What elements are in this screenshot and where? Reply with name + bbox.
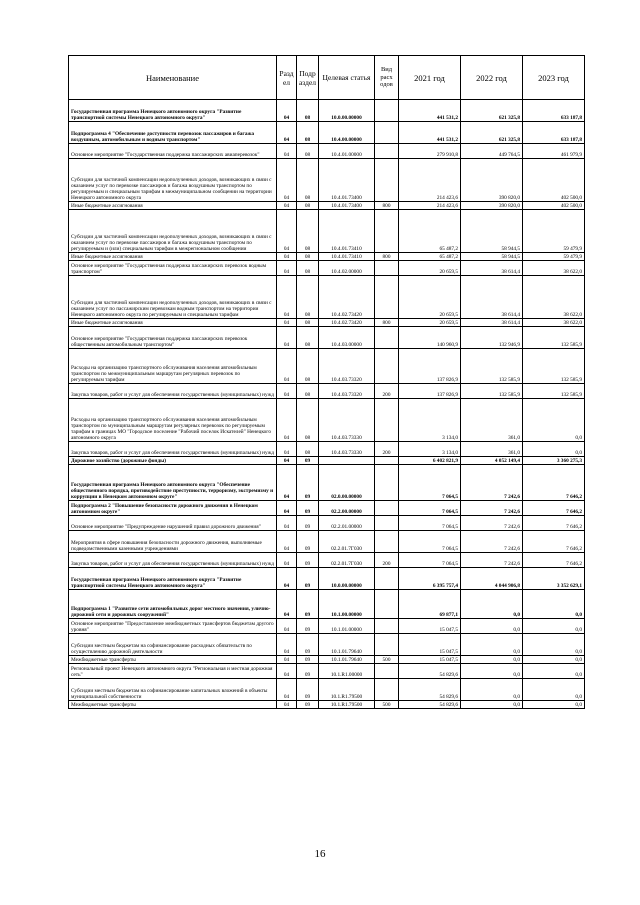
row-subsection-cell: 09 (297, 531, 319, 553)
row-section-cell: 04 (277, 634, 297, 656)
row-value-2022-cell: 0,0 (461, 664, 523, 679)
row-value-2021-cell: 279 910,8 (399, 144, 461, 159)
row-value-2021-cell: 54 829,6 (399, 664, 461, 679)
row-value-2023-cell: 59 479,9 (523, 210, 585, 253)
row-target-article-cell: 10.1.01.00000 (319, 619, 375, 634)
budget-table (68, 55, 585, 709)
row-value-2021-cell: 69 877,1 (399, 590, 461, 619)
row-value-2021-cell: 140 960,9 (399, 327, 461, 349)
row-value-2022-cell: 0,0 (461, 619, 523, 634)
row-expense-type-cell (375, 327, 399, 349)
row-expense-type-cell (375, 679, 399, 701)
row-value-2023-cell: 132 585,9 (523, 349, 585, 384)
table-row (69, 319, 585, 327)
row-value-2022-cell: 0,0 (461, 634, 523, 656)
row-value-2023-cell: 132 585,9 (523, 384, 585, 399)
row-section-cell: 04 (277, 531, 297, 553)
row-subsection-cell: 09 (297, 553, 319, 568)
row-expense-type-cell (375, 664, 399, 679)
row-subsection-cell: 08 (297, 210, 319, 253)
row-subsection-cell: 08 (297, 442, 319, 457)
row-value-2022-cell: 621 325,8 (461, 100, 523, 122)
header-expense-type: Вид расх одов (375, 56, 399, 100)
row-expense-type-cell (375, 159, 399, 202)
row-subsection-cell: 08 (297, 122, 319, 144)
row-target-article-cell: 02.2.01.7Г030 (319, 553, 375, 568)
row-name-cell: Закупка товаров, работ и услуг для обеспечения государственных (муниципальных) нужд (69, 553, 277, 568)
row-name-cell: Основное мероприятие "Государственная поддержка пассажирских перевозок общественным автомобильным транспортом" (69, 327, 277, 349)
table-header-row (69, 56, 585, 100)
row-value-2021-cell: 65 487,2 (399, 210, 461, 253)
row-expense-type-cell (375, 276, 399, 319)
row-section-cell: 04 (277, 590, 297, 619)
table-row (69, 701, 585, 709)
row-target-article-cell: 10.1.00.00000 (319, 590, 375, 619)
row-subsection-cell: 09 (297, 634, 319, 656)
row-value-2023-cell: 633 187,8 (523, 100, 585, 122)
row-expense-type-cell (375, 501, 399, 516)
row-value-2023-cell: 0,0 (523, 664, 585, 679)
row-section-cell: 04 (277, 656, 297, 664)
table-body (69, 100, 585, 709)
row-value-2021-cell: 7 064,5 (399, 501, 461, 516)
row-section-cell: 04 (277, 516, 297, 531)
row-expense-type-cell: 200 (375, 442, 399, 457)
row-subsection-cell: 08 (297, 159, 319, 202)
row-value-2023-cell: 7 646,2 (523, 531, 585, 553)
row-section-cell: 04 (277, 122, 297, 144)
header-section: Разд ел (277, 56, 297, 100)
row-name-cell: Закупка товаров, работ и услуг для обеспечения государственных (муниципальных) нужд (69, 442, 277, 457)
row-subsection-cell: 09 (297, 516, 319, 531)
row-value-2022-cell: 7 242,6 (461, 553, 523, 568)
row-value-2021-cell: 7 064,5 (399, 531, 461, 553)
row-value-2022-cell: 0,0 (461, 656, 523, 664)
row-name-cell: Расходы на организацию транспортного обслуживания населения автомобильным транспортом по муниципальным маршрутам регулярных перевозок по регулируемым тарифам в границах МО "Городское поселение "Рабочий поселок Искателей" Ненецкого автономного округа (69, 399, 277, 442)
table-row (69, 253, 585, 261)
table-row (69, 384, 585, 399)
row-value-2023-cell: 633 187,8 (523, 122, 585, 144)
row-value-2022-cell: 390 820,0 (461, 159, 523, 202)
row-value-2022-cell: 7 242,6 (461, 531, 523, 553)
row-expense-type-cell (375, 399, 399, 442)
table-row (69, 590, 585, 619)
row-subsection-cell: 09 (297, 568, 319, 590)
row-subsection-cell: 08 (297, 399, 319, 442)
row-expense-type-cell (375, 100, 399, 122)
row-name-cell: Расходы на организацию транспортного обслуживания населения автомобильным транспортом по межмуниципальным маршрутам регулярных перевозок по регулируемым тарифам (69, 349, 277, 384)
row-section-cell: 04 (277, 457, 297, 465)
row-name-cell: Основное мероприятие "Предоставление межбюджетных трансфертов бюджетам другого уровня" (69, 619, 277, 634)
row-value-2023-cell: 3 360 275,3 (523, 457, 585, 465)
row-target-article-cell: 10.4.03.73320 (319, 384, 375, 399)
row-expense-type-cell: 800 (375, 202, 399, 210)
row-value-2021-cell: 441 531,2 (399, 100, 461, 122)
row-value-2021-cell: 441 531,2 (399, 122, 461, 144)
row-target-article-cell: 10.1.R1.00000 (319, 664, 375, 679)
row-subsection-cell: 09 (297, 664, 319, 679)
row-target-article-cell: 10.4.01.00000 (319, 144, 375, 159)
table-row (69, 349, 585, 384)
row-subsection-cell: 09 (297, 465, 319, 501)
row-subsection-cell: 08 (297, 327, 319, 349)
row-value-2022-cell: 449 764,5 (461, 144, 523, 159)
table-row (69, 100, 585, 122)
row-section-cell: 04 (277, 276, 297, 319)
row-value-2021-cell: 6 402 821,9 (399, 457, 461, 465)
row-subsection-cell: 08 (297, 253, 319, 261)
row-value-2021-cell: 7 064,5 (399, 553, 461, 568)
row-value-2022-cell: 132 585,9 (461, 349, 523, 384)
row-expense-type-cell: 500 (375, 701, 399, 709)
row-subsection-cell: 09 (297, 501, 319, 516)
row-name-cell: Иные бюджетные ассигнования (69, 202, 277, 210)
row-section-cell: 04 (277, 553, 297, 568)
row-value-2023-cell: 0,0 (523, 679, 585, 701)
header-year-2023: 2023 год (523, 56, 585, 100)
row-value-2021-cell: 3 134,0 (399, 399, 461, 442)
row-section-cell: 04 (277, 701, 297, 709)
row-value-2023-cell: 7 646,2 (523, 516, 585, 531)
row-section-cell: 04 (277, 327, 297, 349)
table-row (69, 210, 585, 253)
row-expense-type-cell (375, 465, 399, 501)
row-subsection-cell: 08 (297, 202, 319, 210)
row-target-article-cell: 10.1.R1.79500 (319, 679, 375, 701)
row-subsection-cell: 08 (297, 261, 319, 276)
row-section-cell: 04 (277, 619, 297, 634)
row-name-cell: Субсидии для частичной компенсации недополученных доходов, возникающих в связи с оказанием услуг по перевозке пассажиров и багажа воздушным транспортом по регулируемым и специальным тарифам в межмуниципальном сообщении на территории Ненецкого автономного округа (69, 159, 277, 202)
row-subsection-cell: 09 (297, 656, 319, 664)
row-expense-type-cell: 200 (375, 553, 399, 568)
row-expense-type-cell: 800 (375, 319, 399, 327)
row-target-article-cell: 02.0.00.00000 (319, 465, 375, 501)
row-subsection-cell: 09 (297, 590, 319, 619)
row-section-cell: 04 (277, 679, 297, 701)
row-target-article-cell: 10.4.01.73400 (319, 202, 375, 210)
row-value-2021-cell: 54 829,6 (399, 679, 461, 701)
row-value-2022-cell: 58 944,5 (461, 210, 523, 253)
row-name-cell: Межбюджетные трансферты (69, 656, 277, 664)
row-value-2023-cell: 59 479,9 (523, 253, 585, 261)
header-year-2021: 2021 год (399, 56, 461, 100)
row-name-cell: Государственная программа Ненецкого автономного округа "Развитие транспортной системы Ненецкого автономного округа" (69, 100, 277, 122)
row-subsection-cell: 09 (297, 457, 319, 465)
row-subsection-cell: 08 (297, 384, 319, 399)
row-expense-type-cell (375, 210, 399, 253)
row-value-2022-cell: 390 820,0 (461, 202, 523, 210)
row-name-cell: Мероприятия в сфере повышения безопасности дорожного движения, выполняемые подведомственными казенными учреждениями (69, 531, 277, 553)
row-section-cell: 04 (277, 261, 297, 276)
table-row (69, 327, 585, 349)
row-name-cell: Основное мероприятие "Государственная поддержка пассажирских авиаперевозок" (69, 144, 277, 159)
row-value-2022-cell: 4 044 906,8 (461, 568, 523, 590)
table-row (69, 399, 585, 442)
row-expense-type-cell (375, 349, 399, 384)
row-value-2022-cell: 0,0 (461, 701, 523, 709)
row-target-article-cell: 10.4.03.73330 (319, 399, 375, 442)
table-row (69, 679, 585, 701)
page-number: 16 (314, 848, 326, 860)
row-value-2021-cell: 15 047,5 (399, 634, 461, 656)
row-expense-type-cell (375, 531, 399, 553)
row-name-cell: Закупка товаров, работ и услуг для обеспечения государственных (муниципальных) нужд (69, 384, 277, 399)
row-name-cell: Иные бюджетные ассигнования (69, 319, 277, 327)
row-subsection-cell: 09 (297, 619, 319, 634)
row-name-cell: Подпрограмма 4 "Обеспечение доступности перевозок пассажиров и багажа воздушным, автомобильным и водным транспортом" (69, 122, 277, 144)
row-value-2021-cell: 20 659,5 (399, 319, 461, 327)
row-name-cell: Межбюджетные трансферты (69, 701, 277, 709)
header-target-article: Целевая статья (319, 56, 375, 100)
table-row (69, 619, 585, 634)
table-row (69, 656, 585, 664)
row-value-2023-cell: 0,0 (523, 634, 585, 656)
row-target-article-cell: 02.2.01.7Г030 (319, 531, 375, 553)
table-row (69, 144, 585, 159)
table-row (69, 568, 585, 590)
table-row (69, 531, 585, 553)
row-value-2022-cell: 361,0 (461, 442, 523, 457)
row-value-2021-cell: 137 826,9 (399, 349, 461, 384)
row-value-2023-cell: 7 646,2 (523, 553, 585, 568)
row-section-cell: 04 (277, 399, 297, 442)
row-target-article-cell: 10.1.R1.79500 (319, 701, 375, 709)
row-expense-type-cell (375, 568, 399, 590)
row-name-cell: Основное мероприятие "Государственная поддержка пассажирских перевозок водным транспортом" (69, 261, 277, 276)
row-subsection-cell: 09 (297, 679, 319, 701)
table-row (69, 122, 585, 144)
row-name-cell: Основное мероприятие "Предупреждение нарушений правил дорожного движения" (69, 516, 277, 531)
row-value-2021-cell: 3 134,0 (399, 442, 461, 457)
row-section-cell: 04 (277, 253, 297, 261)
table-row (69, 159, 585, 202)
row-value-2021-cell: 20 659,5 (399, 276, 461, 319)
row-value-2022-cell: 7 242,6 (461, 501, 523, 516)
row-name-cell: Субсидии местным бюджетам на софинансирование капитальных вложений в объекты муниципальной собственности (69, 679, 277, 701)
row-value-2023-cell: 38 622,0 (523, 319, 585, 327)
row-value-2021-cell: 214 423,6 (399, 202, 461, 210)
header-year-2022: 2022 год (461, 56, 523, 100)
row-section-cell: 04 (277, 384, 297, 399)
row-target-article-cell: 02.2.01.00000 (319, 516, 375, 531)
row-target-article-cell: 10.0.00.00000 (319, 568, 375, 590)
row-section-cell: 04 (277, 442, 297, 457)
row-value-2023-cell: 7 646,2 (523, 465, 585, 501)
row-name-cell: Государственная программа Ненецкого автономного округа "Развитие транспортной системы Ненецкого автономного округа" (69, 568, 277, 590)
row-target-article-cell: 10.4.00.00000 (319, 122, 375, 144)
row-value-2021-cell: 15 047,5 (399, 656, 461, 664)
row-subsection-cell: 08 (297, 100, 319, 122)
row-target-article-cell: 10.4.01.73410 (319, 210, 375, 253)
row-value-2022-cell: 132 946,9 (461, 327, 523, 349)
row-value-2023-cell: 132 585,9 (523, 327, 585, 349)
row-name-cell: Дорожное хозяйство (дорожные фонды) (69, 457, 277, 465)
row-value-2023-cell: 7 646,2 (523, 501, 585, 516)
row-value-2022-cell: 38 614,4 (461, 261, 523, 276)
row-section-cell: 04 (277, 465, 297, 501)
row-value-2022-cell: 0,0 (461, 590, 523, 619)
row-value-2022-cell: 38 614,4 (461, 319, 523, 327)
row-section-cell: 04 (277, 100, 297, 122)
row-section-cell: 04 (277, 319, 297, 327)
row-expense-type-cell: 800 (375, 253, 399, 261)
table-row (69, 634, 585, 656)
table-row (69, 202, 585, 210)
row-section-cell: 04 (277, 664, 297, 679)
row-value-2021-cell: 20 659,5 (399, 261, 461, 276)
header-subsection: Подр аздел (297, 56, 319, 100)
row-value-2021-cell: 15 047,5 (399, 619, 461, 634)
row-subsection-cell: 08 (297, 349, 319, 384)
row-target-article-cell: 10.4.02.73420 (319, 319, 375, 327)
row-value-2022-cell: 58 944,5 (461, 253, 523, 261)
row-value-2021-cell: 137 826,9 (399, 384, 461, 399)
row-expense-type-cell (375, 122, 399, 144)
row-expense-type-cell (375, 457, 399, 465)
row-expense-type-cell (375, 590, 399, 619)
table-row (69, 553, 585, 568)
row-value-2022-cell: 0,0 (461, 679, 523, 701)
row-name-cell: Государственная программа Ненецкого автономного округа "Обеспечение общественного порядка, противодействие преступности, терроризму, экстремизму и коррупции в Ненецком автономном округе" (69, 465, 277, 501)
row-name-cell: Иные бюджетные ассигнования (69, 253, 277, 261)
row-name-cell: Субсидии местным бюджетам на софинансирование расходных обязательств по осуществлению дорожной деятельности (69, 634, 277, 656)
row-subsection-cell: 09 (297, 701, 319, 709)
row-expense-type-cell: 500 (375, 656, 399, 664)
row-name-cell: Региональный проект Ненецкого автономного округа "Региональная и местная дорожная сеть" (69, 664, 277, 679)
row-value-2023-cell: 38 622,0 (523, 261, 585, 276)
row-value-2022-cell: 621 325,8 (461, 122, 523, 144)
row-value-2023-cell: 0,0 (523, 701, 585, 709)
row-section-cell: 04 (277, 501, 297, 516)
row-expense-type-cell (375, 634, 399, 656)
table-row (69, 465, 585, 501)
row-value-2022-cell: 7 242,6 (461, 465, 523, 501)
row-value-2021-cell: 7 064,5 (399, 465, 461, 501)
row-section-cell: 04 (277, 568, 297, 590)
row-value-2023-cell: 38 622,0 (523, 276, 585, 319)
row-value-2023-cell: 0,0 (523, 442, 585, 457)
table-row (69, 442, 585, 457)
row-value-2023-cell: 461 979,9 (523, 144, 585, 159)
row-value-2022-cell: 38 614,4 (461, 276, 523, 319)
row-value-2022-cell: 361,0 (461, 399, 523, 442)
row-value-2023-cell: 402 500,0 (523, 202, 585, 210)
row-value-2021-cell: 54 829,6 (399, 701, 461, 709)
row-target-article-cell: 10.4.01.73400 (319, 159, 375, 202)
row-target-article-cell: 02.2.00.00000 (319, 501, 375, 516)
row-subsection-cell: 08 (297, 144, 319, 159)
row-value-2021-cell: 214 423,6 (399, 159, 461, 202)
row-section-cell: 04 (277, 349, 297, 384)
row-expense-type-cell: 200 (375, 384, 399, 399)
row-name-cell: Подпрограмма 2 "Повышение безопасности дорожного движения в Ненецком автономном округе" (69, 501, 277, 516)
row-value-2023-cell: 0,0 (523, 656, 585, 664)
row-value-2023-cell: 402 500,0 (523, 159, 585, 202)
budget-table-container (68, 55, 584, 709)
row-section-cell: 04 (277, 210, 297, 253)
row-section-cell: 04 (277, 144, 297, 159)
row-value-2021-cell: 7 064,5 (399, 516, 461, 531)
table-row (69, 664, 585, 679)
row-target-article-cell: 10.4.03.73330 (319, 442, 375, 457)
table-row (69, 261, 585, 276)
row-value-2022-cell: 7 242,6 (461, 516, 523, 531)
row-target-article-cell (319, 457, 375, 465)
row-expense-type-cell (375, 619, 399, 634)
row-value-2021-cell: 65 487,2 (399, 253, 461, 261)
row-subsection-cell: 08 (297, 319, 319, 327)
row-value-2023-cell: 0,0 (523, 619, 585, 634)
row-value-2023-cell: 3 352 629,1 (523, 568, 585, 590)
row-subsection-cell: 08 (297, 276, 319, 319)
row-section-cell: 04 (277, 202, 297, 210)
row-name-cell: Субсидии для частичной компенсации недополученных доходов, возникающих в связи с оказанием услуг по перевозке пассажиров и багажа воздушным транспортом по регулируемым и (или) специальным тарифам в межрегиональном сообщении (69, 210, 277, 253)
row-value-2022-cell: 4 052 149,4 (461, 457, 523, 465)
row-target-article-cell: 10.4.02.73420 (319, 276, 375, 319)
row-section-cell: 04 (277, 159, 297, 202)
row-target-article-cell: 10.1.01.79640 (319, 656, 375, 664)
table-row (69, 457, 585, 465)
table-row (69, 276, 585, 319)
row-value-2021-cell: 6 395 757,4 (399, 568, 461, 590)
row-value-2023-cell: 0,0 (523, 399, 585, 442)
row-target-article-cell: 10.4.03.73320 (319, 349, 375, 384)
header-name: Наименование (69, 56, 277, 100)
row-target-article-cell: 10.4.03.00000 (319, 327, 375, 349)
row-expense-type-cell (375, 144, 399, 159)
row-name-cell: Подпрограмма 1 "Развитие сети автомобильных дорог местного значения, улично-дорожной сети и дорожных сооружений" (69, 590, 277, 619)
row-name-cell: Субсидии для частичной компенсации недополученных доходов, возникающих в связи с оказанием услуг по пассажирским перевозкам водным транспортом на территории Ненецкого автономного округа по регулируемым и специальным тарифам (69, 276, 277, 319)
row-value-2023-cell: 0,0 (523, 590, 585, 619)
row-target-article-cell: 10.4.02.00000 (319, 261, 375, 276)
row-value-2022-cell: 132 585,9 (461, 384, 523, 399)
row-expense-type-cell (375, 516, 399, 531)
row-expense-type-cell (375, 261, 399, 276)
table-row (69, 516, 585, 531)
table-row (69, 501, 585, 516)
row-target-article-cell: 10.4.01.73410 (319, 253, 375, 261)
row-target-article-cell: 10.0.00.00000 (319, 100, 375, 122)
row-target-article-cell: 10.1.01.79640 (319, 634, 375, 656)
